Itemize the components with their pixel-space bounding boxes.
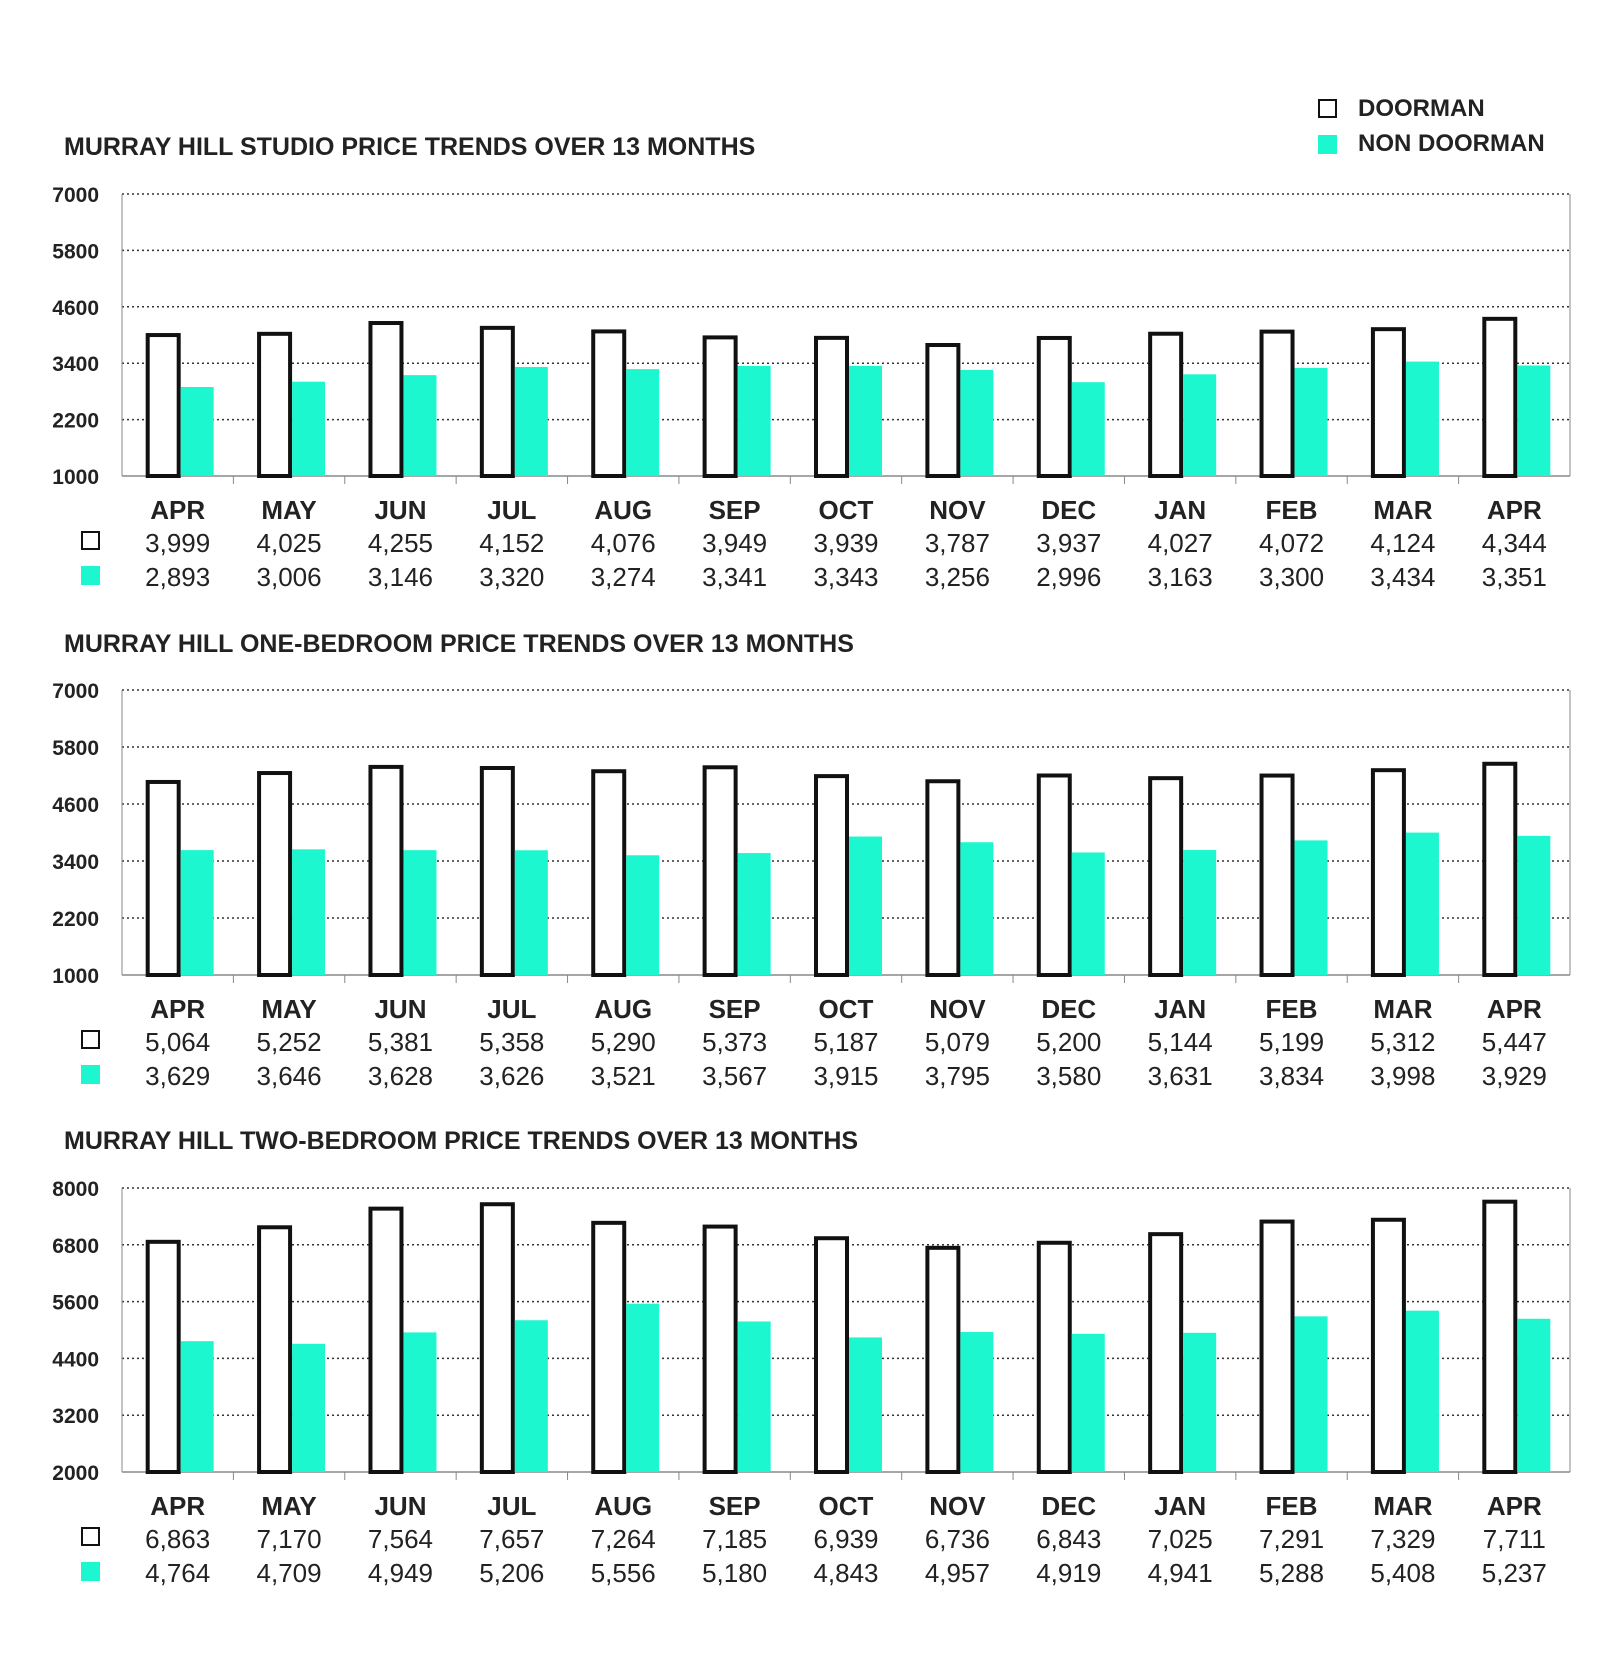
- x-category-label: MAY: [261, 1491, 317, 1521]
- value-label-doorman: 7,564: [367, 1524, 434, 1554]
- x-category-label: MAR: [1373, 1491, 1433, 1521]
- bar-non-doorman: [1295, 840, 1328, 975]
- bar-doorman: [1039, 1243, 1070, 1472]
- bar-doorman: [1262, 776, 1293, 975]
- value-label-doorman: 4,255: [367, 528, 434, 558]
- bar-doorman: [370, 767, 401, 975]
- value-label-non-doorman: 3,146: [367, 562, 434, 592]
- y-tick-label: 2200: [52, 409, 99, 433]
- bar-non-doorman: [1517, 366, 1550, 476]
- bar-non-doorman: [181, 387, 214, 476]
- bar-doorman: [705, 1227, 736, 1472]
- value-label-doorman: 5,381: [367, 1027, 434, 1057]
- value-label-doorman: 6,736: [924, 1524, 990, 1554]
- bar-doorman: [482, 328, 513, 476]
- value-label-doorman: 4,124: [1370, 528, 1436, 558]
- bar-doorman: [148, 782, 179, 975]
- x-category-label: JAN: [1154, 1491, 1207, 1521]
- bar-non-doorman: [515, 1320, 548, 1472]
- bar-non-doorman: [1183, 850, 1216, 975]
- bar-doorman: [1262, 1222, 1293, 1472]
- legend-non-doorman-swatch: [1318, 135, 1337, 154]
- value-label-doorman: 4,027: [1147, 528, 1213, 558]
- y-tick-label: 4600: [52, 794, 99, 817]
- x-category-label: SEP: [708, 495, 761, 525]
- bar-doorman: [370, 1209, 401, 1472]
- value-label-non-doorman: 3,631: [1147, 1061, 1213, 1091]
- value-label-non-doorman: 3,006: [256, 562, 322, 592]
- x-category-label: APR: [150, 994, 206, 1024]
- x-category-label: JUN: [374, 495, 427, 525]
- x-category-label: FEB: [1265, 994, 1318, 1024]
- value-label-doorman: 3,949: [702, 528, 768, 558]
- y-tick-label: 5800: [52, 737, 99, 760]
- bar-doorman: [1150, 334, 1181, 476]
- y-tick-label: 5800: [52, 240, 99, 264]
- bar-doorman: [259, 773, 290, 975]
- bar-non-doorman: [1406, 362, 1439, 476]
- x-category-label: SEP: [708, 994, 761, 1024]
- value-label-doorman: 3,999: [145, 528, 211, 558]
- x-category-label: NOV: [929, 1491, 986, 1521]
- bar-non-doorman: [626, 1304, 659, 1472]
- bar-doorman: [482, 768, 513, 975]
- x-category-label: FEB: [1265, 1491, 1318, 1521]
- x-category-label: FEB: [1265, 495, 1318, 525]
- x-category-label: APR: [1486, 1491, 1542, 1521]
- value-label-non-doorman: 5,408: [1370, 1558, 1436, 1588]
- bar-doorman: [1373, 1220, 1404, 1472]
- table-doorman-marker: [82, 1031, 99, 1048]
- table-non-doorman-marker: [81, 1562, 100, 1581]
- bar-non-doorman: [849, 366, 882, 476]
- value-label-doorman: 5,312: [1370, 1027, 1436, 1057]
- value-label-non-doorman: 3,341: [702, 562, 768, 592]
- value-label-doorman: 5,200: [1036, 1027, 1102, 1057]
- bar-doorman: [1373, 770, 1404, 975]
- bar-doorman: [1484, 1202, 1515, 1472]
- bar-non-doorman: [292, 382, 325, 476]
- x-category-label: JUL: [487, 495, 537, 525]
- x-category-label: JUL: [487, 1491, 537, 1521]
- y-tick-label: 1000: [52, 965, 99, 988]
- bar-non-doorman: [738, 853, 771, 975]
- bar-non-doorman: [1072, 382, 1105, 476]
- value-label-non-doorman: 3,163: [1147, 562, 1213, 592]
- bar-non-doorman: [738, 366, 771, 476]
- chart-panel-3: [52, 1127, 1570, 1588]
- bar-non-doorman: [1517, 836, 1550, 975]
- bar-doorman: [1373, 329, 1404, 476]
- bar-doorman: [927, 781, 958, 975]
- bar-non-doorman: [1072, 852, 1105, 975]
- bar-doorman: [593, 771, 624, 975]
- x-category-label: OCT: [818, 994, 874, 1024]
- value-label-doorman: 5,447: [1481, 1027, 1547, 1057]
- value-label-doorman: 3,937: [1036, 528, 1102, 558]
- x-category-label: AUG: [594, 1491, 653, 1521]
- bar-non-doorman: [403, 1332, 436, 1472]
- y-tick-label: 3400: [52, 851, 99, 874]
- y-tick-label: 7000: [52, 680, 99, 703]
- x-category-label: APR: [150, 1491, 206, 1521]
- value-label-non-doorman: 5,180: [702, 1558, 768, 1588]
- x-category-label: MAR: [1373, 495, 1433, 525]
- x-category-label: AUG: [594, 495, 653, 525]
- value-label-doorman: 5,064: [145, 1027, 211, 1057]
- value-label-doorman: 4,152: [479, 528, 545, 558]
- bar-doorman: [1484, 319, 1515, 476]
- table-doorman-marker: [82, 1528, 99, 1545]
- value-label-non-doorman: 4,949: [367, 1558, 434, 1588]
- x-category-label: NOV: [929, 994, 986, 1024]
- value-label-doorman: 6,843: [1036, 1524, 1102, 1554]
- bar-doorman: [1150, 778, 1181, 975]
- y-tick-label: 2000: [52, 1462, 99, 1485]
- bar-doorman: [482, 1204, 513, 1472]
- bar-non-doorman: [849, 1337, 882, 1472]
- chart-panel-2: [52, 630, 1570, 1091]
- bar-non-doorman: [1295, 368, 1328, 476]
- bar-doorman: [705, 337, 736, 476]
- value-label-non-doorman: 3,343: [813, 562, 879, 592]
- chart-title: MURRAY HILL ONE-BEDROOM PRICE TRENDS OVER 13 MONTHS: [64, 630, 854, 658]
- bar-doorman: [259, 1227, 290, 1472]
- x-category-label: JAN: [1154, 994, 1207, 1024]
- y-tick-label: 4400: [52, 1348, 99, 1372]
- value-label-non-doorman: 3,351: [1481, 562, 1547, 592]
- y-tick-label: 5600: [52, 1291, 99, 1315]
- value-label-doorman: 4,072: [1258, 528, 1325, 558]
- bar-doorman: [816, 1238, 847, 1472]
- x-category-label: MAY: [261, 994, 317, 1024]
- bar-doorman: [816, 338, 847, 476]
- value-label-doorman: 7,329: [1370, 1524, 1436, 1554]
- bar-non-doorman: [515, 367, 548, 476]
- x-category-label: DEC: [1041, 1491, 1097, 1521]
- value-label-doorman: 5,079: [924, 1027, 990, 1057]
- bar-doorman: [1039, 776, 1070, 976]
- table-non-doorman-marker: [81, 1065, 100, 1084]
- value-label-doorman: 7,185: [702, 1524, 768, 1554]
- x-category-label: JAN: [1154, 495, 1207, 525]
- bar-non-doorman: [960, 842, 993, 975]
- value-label-doorman: 4,025: [256, 528, 322, 558]
- bar-non-doorman: [1295, 1316, 1328, 1472]
- x-category-label: OCT: [818, 495, 874, 525]
- legend-doorman-label: DOORMAN: [1358, 95, 1485, 122]
- value-label-non-doorman: 3,628: [367, 1061, 434, 1091]
- bar-doorman: [370, 323, 401, 476]
- value-label-doorman: 5,252: [256, 1027, 322, 1057]
- bar-doorman: [148, 335, 179, 476]
- bar-non-doorman: [1517, 1319, 1550, 1472]
- bar-doorman: [816, 776, 847, 975]
- y-tick-label: 3400: [52, 353, 99, 377]
- y-tick-label: 1000: [52, 466, 99, 489]
- bar-doorman: [1039, 338, 1070, 476]
- bar-doorman: [1150, 1234, 1181, 1472]
- value-label-doorman: 7,025: [1147, 1524, 1213, 1554]
- x-category-label: APR: [1486, 994, 1542, 1024]
- bar-non-doorman: [292, 1344, 325, 1472]
- y-tick-label: 8000: [52, 1178, 99, 1201]
- y-tick-label: 2200: [52, 908, 99, 931]
- x-category-label: DEC: [1041, 994, 1097, 1024]
- value-label-doorman: 4,076: [590, 528, 656, 558]
- bar-doorman: [593, 1223, 624, 1472]
- value-label-non-doorman: 4,764: [145, 1558, 211, 1588]
- x-category-label: SEP: [708, 1491, 761, 1521]
- value-label-doorman: 5,290: [590, 1027, 656, 1057]
- value-label-non-doorman: 3,915: [813, 1061, 879, 1091]
- bar-doorman: [593, 331, 624, 476]
- value-label-non-doorman: 3,274: [590, 562, 656, 592]
- bar-non-doorman: [1072, 1334, 1105, 1472]
- value-label-non-doorman: 4,919: [1036, 1558, 1102, 1588]
- value-label-non-doorman: 3,300: [1258, 562, 1325, 592]
- value-label-doorman: 5,199: [1258, 1027, 1325, 1057]
- legend-doorman-swatch: [1319, 100, 1336, 117]
- value-label-doorman: 7,291: [1258, 1524, 1325, 1554]
- value-label-non-doorman: 3,629: [145, 1061, 211, 1091]
- bar-non-doorman: [403, 850, 436, 975]
- bar-non-doorman: [403, 375, 436, 476]
- bar-non-doorman: [1183, 374, 1216, 476]
- bar-non-doorman: [515, 850, 548, 975]
- bar-non-doorman: [960, 370, 993, 476]
- chart-title: MURRAY HILL TWO-BEDROOM PRICE TRENDS OVER 13 MONTHS: [64, 1127, 859, 1155]
- x-category-label: APR: [150, 495, 206, 525]
- value-label-non-doorman: 3,626: [479, 1061, 545, 1091]
- bar-doorman: [259, 334, 290, 476]
- x-category-label: MAY: [261, 495, 317, 525]
- x-category-label: JUN: [374, 1491, 427, 1521]
- value-label-doorman: 7,657: [479, 1524, 545, 1554]
- value-label-non-doorman: 3,929: [1481, 1061, 1547, 1091]
- bar-non-doorman: [1406, 1311, 1439, 1472]
- bar-non-doorman: [960, 1332, 993, 1472]
- value-label-doorman: 5,187: [813, 1027, 879, 1057]
- value-label-non-doorman: 3,320: [479, 562, 545, 592]
- y-tick-label: 3200: [52, 1405, 99, 1429]
- value-label-non-doorman: 3,834: [1258, 1061, 1325, 1091]
- chart-title: MURRAY HILL STUDIO PRICE TRENDS OVER 13 MONTHS: [64, 133, 756, 161]
- value-label-doorman: 3,939: [813, 528, 879, 558]
- value-label-doorman: 6,939: [813, 1524, 879, 1554]
- table-doorman-marker: [82, 532, 99, 549]
- value-label-doorman: 7,170: [256, 1524, 322, 1554]
- bar-non-doorman: [626, 855, 659, 975]
- y-tick-label: 6800: [52, 1234, 99, 1258]
- x-category-label: APR: [1486, 495, 1542, 525]
- value-label-non-doorman: 3,434: [1370, 562, 1436, 592]
- value-label-non-doorman: 3,567: [702, 1061, 768, 1091]
- value-label-non-doorman: 5,556: [590, 1558, 656, 1588]
- x-category-label: OCT: [818, 1491, 874, 1521]
- bar-non-doorman: [292, 849, 325, 975]
- value-label-non-doorman: 2,893: [145, 562, 211, 592]
- bar-doorman: [148, 1242, 179, 1472]
- bar-non-doorman: [738, 1321, 771, 1472]
- value-label-non-doorman: 3,646: [256, 1061, 322, 1091]
- x-category-label: NOV: [929, 495, 986, 525]
- bar-non-doorman: [1183, 1333, 1216, 1472]
- value-label-doorman: 4,344: [1481, 528, 1547, 558]
- bar-non-doorman: [849, 837, 882, 975]
- value-label-doorman: 5,358: [479, 1027, 545, 1057]
- x-category-label: DEC: [1041, 495, 1097, 525]
- y-tick-label: 4600: [52, 296, 99, 320]
- bar-doorman: [1484, 764, 1515, 975]
- value-label-non-doorman: 3,521: [590, 1061, 656, 1091]
- value-label-non-doorman: 3,580: [1036, 1061, 1102, 1091]
- value-label-non-doorman: 4,843: [813, 1558, 879, 1588]
- value-label-non-doorman: 4,709: [256, 1558, 322, 1588]
- bar-non-doorman: [626, 369, 659, 476]
- value-label-non-doorman: 3,795: [924, 1061, 990, 1091]
- value-label-non-doorman: 4,941: [1147, 1558, 1213, 1588]
- x-category-label: MAR: [1373, 994, 1433, 1024]
- value-label-doorman: 6,863: [145, 1524, 211, 1554]
- value-label-non-doorman: 3,998: [1370, 1061, 1436, 1091]
- bar-doorman: [1262, 332, 1293, 476]
- y-tick-label: 7000: [52, 184, 99, 207]
- value-label-doorman: 3,787: [924, 528, 990, 558]
- value-label-non-doorman: 5,206: [479, 1558, 545, 1588]
- value-label-non-doorman: 4,957: [924, 1558, 990, 1588]
- legend-non-doorman-label: NON DOORMAN: [1358, 130, 1545, 157]
- value-label-non-doorman: 5,237: [1481, 1558, 1547, 1588]
- value-label-doorman: 7,711: [1482, 1524, 1546, 1554]
- bar-doorman: [927, 1248, 958, 1472]
- bar-doorman: [927, 345, 958, 476]
- x-category-label: AUG: [594, 994, 653, 1024]
- value-label-doorman: 5,373: [702, 1027, 768, 1057]
- bar-non-doorman: [181, 850, 214, 975]
- x-category-label: JUN: [374, 994, 427, 1024]
- x-category-label: JUL: [487, 994, 537, 1024]
- value-label-doorman: 7,264: [590, 1524, 656, 1554]
- bar-non-doorman: [181, 1341, 214, 1472]
- value-label-doorman: 5,144: [1147, 1027, 1213, 1057]
- value-label-non-doorman: 3,256: [924, 562, 990, 592]
- value-label-non-doorman: 5,288: [1258, 1558, 1325, 1588]
- bar-non-doorman: [1406, 833, 1439, 975]
- table-non-doorman-marker: [81, 566, 100, 585]
- chart-panel-1: [52, 133, 1570, 592]
- bar-doorman: [705, 767, 736, 975]
- legend: [1318, 95, 1545, 157]
- value-label-non-doorman: 2,996: [1036, 562, 1102, 592]
